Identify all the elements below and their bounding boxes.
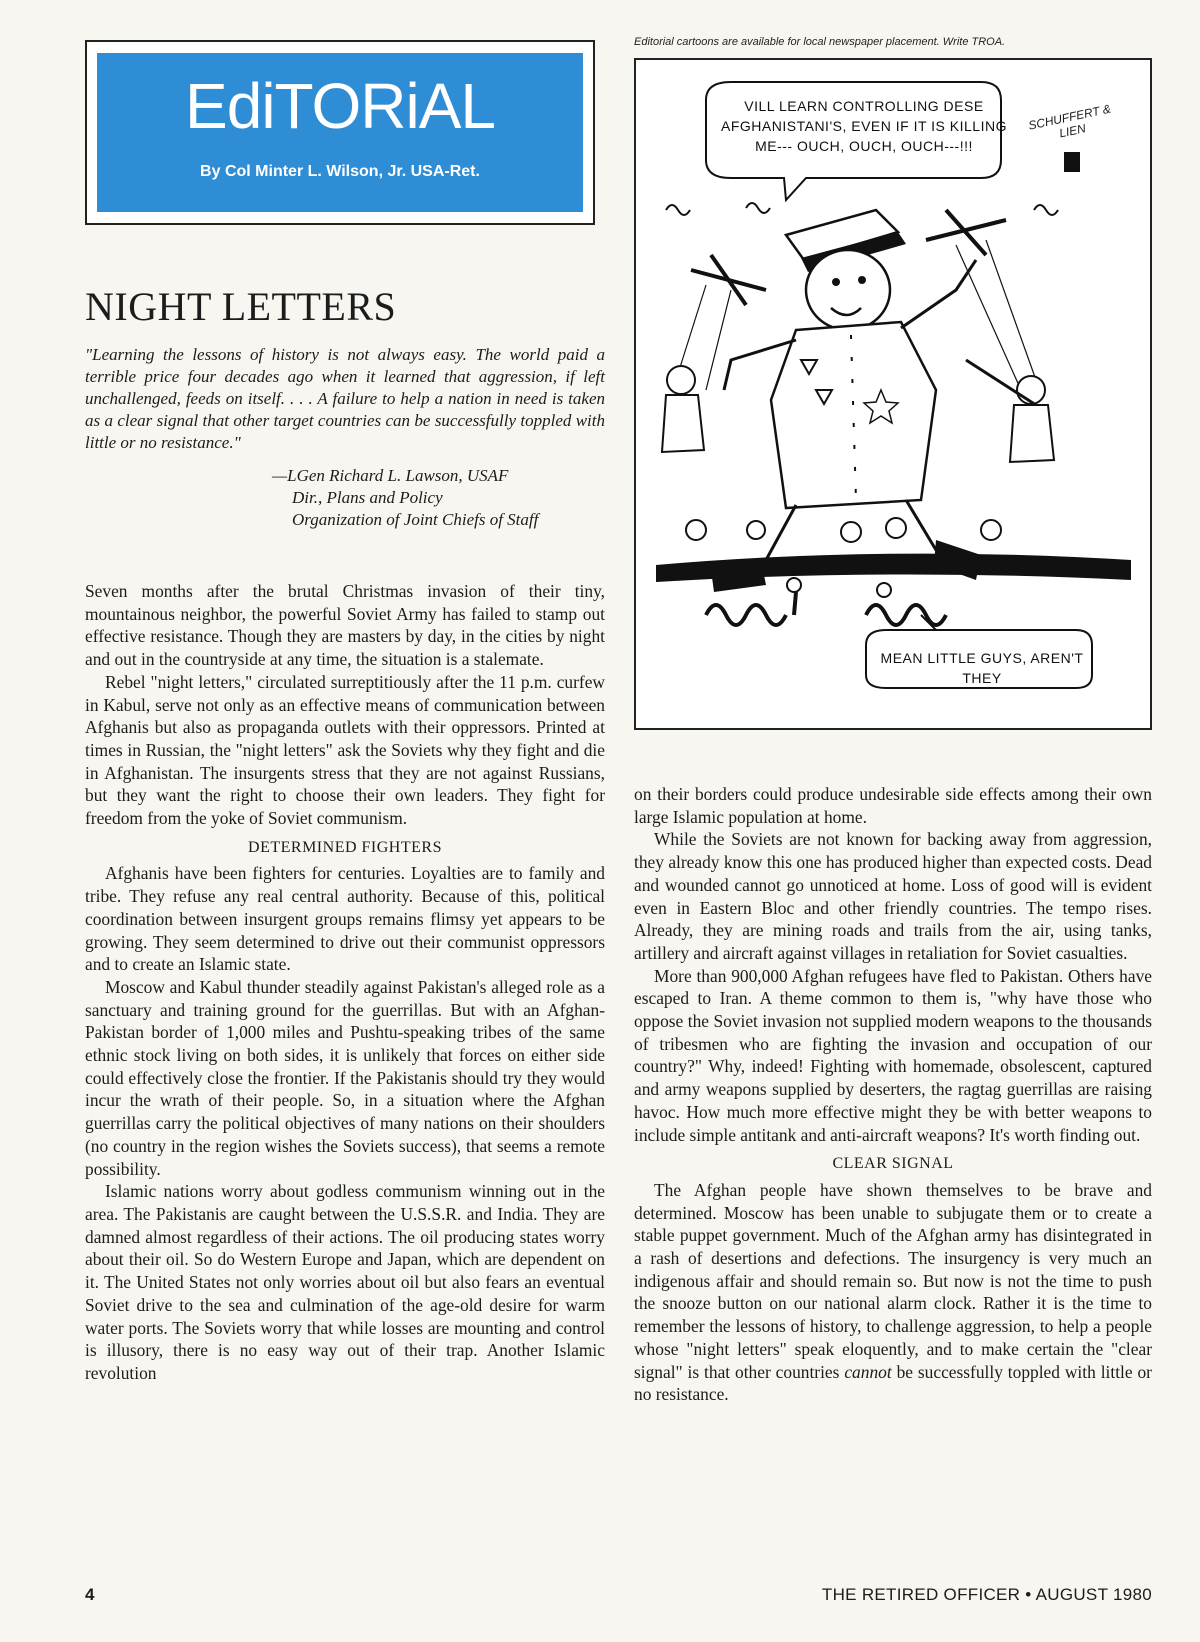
masthead-blue-panel (97, 53, 583, 212)
editorial-masthead (85, 40, 595, 225)
speech-bubble-small-text: MEAN LITTLE GUYS, AREN'T THEY (880, 650, 1084, 686)
ground (656, 554, 1131, 582)
cartoon-note: Editorial cartoons are available for local newspaper placement. Write TROA. (634, 36, 1006, 48)
dust-cloud (841, 522, 861, 542)
article-paragraph: Rebel "night letters," circulated surreptitiously after the 11 p.m. curfew in Kabul, serve not only as an effective means of communication between Afghanis but also as propaganda outlets with their oppressors. Printed at times in Russian, the "night letters" ask the Soviets why they fight and die in Afghanistan. The insurgents stress that they are not against Russians, but they want the right to choose their own leaders. They fight for freedom from the yoke of Soviet communism. (85, 671, 605, 829)
general-eye (858, 276, 866, 284)
article-paragraph: on their borders could produce undesirable side effects among their own large Islamic population at home. (634, 784, 1152, 827)
pain-mark (1034, 205, 1058, 215)
masthead-title: EdiTORiAL (185, 70, 495, 142)
dust-cloud (686, 520, 706, 540)
speech-bubble-main-text: VILL LEARN CONTROLLING DESE AFGHANISTANI'S, EVEN IF IT IS KILLING ME--- OUCH, OUCH, OUCH---!!! (721, 98, 1007, 154)
cartoonist-signature: SCHUFFERT & LIEN (1027, 101, 1112, 141)
puppet-guerrilla-head (667, 366, 695, 394)
article-paragraph: More than 900,000 Afghan refugees have fled to Pakistan. Others have escaped to Iran. A theme common to them is, "why have those who oppose the Soviet invasion not supplied modern weapons to the thousands of tribesmen who are fighting the invasion and occupation of our country?" Why, indeed! Fighting with homemade, obsolescent, captured and army weapons supplied by deserters, the ragtag guerrillas are raising havoc. How much more effective might they be with better weapons to include simple antitank and anti-aircraft weapons? It's worth finding out. (634, 965, 1152, 1145)
publication-footer: THE RETIRED OFFICER • AUGUST 1980 (821, 1585, 1152, 1604)
final-paragraph-end: be successfully toppled with little or no resistance. (634, 1361, 1152, 1405)
puppet-guerrilla-body (1010, 405, 1054, 462)
article-paragraph: Afghanis have been fighters for centuries. Loyalties are to family and tribe. They refuse any real central authority. Because of this, political coordination between insurgent groups remains flimsy yet appears to be growing. They seem determined to drive out their communist oppressors and to create an Islamic state. (85, 863, 605, 975)
general-head (806, 250, 890, 330)
attribution-org: Organization of Joint Chiefs of Staff (292, 510, 539, 529)
dust-cloud (981, 520, 1001, 540)
attribution-title: Dir., Plans and Policy (292, 488, 443, 507)
article-paragraph: Seven months after the brutal Christmas invasion of their tiny, mountainous neighbor, the powerful Soviet Army has failed to stamp out effective resistance. Though they are masters by day, in the cities by night and out in the countryside at any time, the situation is a stalemate. (85, 581, 605, 670)
general-eye (832, 278, 840, 286)
subhead-determined-fighters: DETERMINED FIGHTERS (248, 838, 442, 856)
snake (794, 592, 796, 615)
masthead-byline: By Col Minter L. Wilson, Jr. USA-Ret. (200, 163, 480, 180)
snake-head (877, 583, 891, 597)
snake-head (787, 578, 801, 592)
subhead-clear-signal: CLEAR SIGNAL (832, 1155, 954, 1173)
article-paragraph: Islamic nations worry about godless communism winning out in the area. The Pakistanis are caught between the U.S.S.R. and India. They are damned almost regardless of their actions. The oil producing states worry about their oil. So do Western Europe and Japan, which are dependent on it. The United States not only worries about oil but also fears an eventual Soviet drive to the sea and culmination of the age-old desire for warm water ports. The Soviets worry that while losses are mounting and control is illusory, there is no easy way out of their trap. Another Islamic revolution (85, 1181, 605, 1383)
article-paragraph: Moscow and Kabul thunder steadily against Pakistan's alleged role as a sanctuary and training ground for the guerrillas. But with an Afghan-Pakistan border of 1,000 miles and Pushtu-speaking tribes of the same ethnic stock living on both sides, it is unlikely that forces on either side could effectively close the frontier. If the Pakistanis should try they would incur the wrath of their people. So, in a situation where the Afghan guerrillas carry the political objectives of many nations on their shoulders (no country in the region wishes the Soviets success), that seems a remote possibility. (85, 976, 605, 1179)
article-epigraph: "Learning the lessons of history is not always easy. The world paid a terrible price four decades ago when it learned that aggression, if left unchallenged, feeds on itself. . . . A failure to help a nation in need is taken as a clear signal that other target countries can be successfully toppled with little or no resistance." (85, 345, 605, 452)
article-title: NIGHT LETTERS (85, 284, 397, 329)
article-column-right (634, 783, 1152, 1406)
general-arm-right (901, 260, 976, 328)
article-column-left (85, 580, 605, 1385)
cartoon-drawing (636, 60, 1150, 728)
puppet-control-bar (711, 255, 746, 305)
editorial-cartoon (634, 58, 1152, 730)
dust-cloud (886, 518, 906, 538)
emphasis-cannot: cannot (844, 1361, 892, 1382)
snake (866, 605, 946, 625)
puppet-guerrilla-body (662, 395, 704, 452)
attribution-name: —LGen Richard L. Lawson, USAF (272, 466, 509, 485)
final-paragraph-start: The Afghan people have shown themselves to be brave and determined. Moscow has been unable to subjugate them or to create a stable puppet government. Much of the Afghan army has disintegrated in a rash of desertions and defections. The insurgency is very much an indigenous affair and should remain so. But now is not the time to push the snooze button on our national alarm clock. Rather it is the time to remember the lessons of history, to challenge aggression, to help a people whose "night letters" speak eloquently, and to make certain the "clear signal" is that other countries (634, 1179, 1152, 1382)
general-uniform (771, 322, 936, 508)
page-number: 4 (85, 1585, 95, 1604)
puppet-guerrilla-head (1017, 376, 1045, 404)
dust-cloud (747, 521, 765, 539)
pain-mark (666, 205, 690, 215)
snake (706, 605, 786, 625)
cartoonist-logo (1064, 152, 1080, 172)
article-paragraph: While the Soviets are not known for backing away from aggression, they already know this one has produced higher than expected costs. Dead and wounded cannot go unnoticed at home. Loss of good will is evident even in Eastern Bloc and other friendly countries. The tempo rises. Already, they are mining roads and trails from the air, using tanks, artillery and aircraft against villages in retaliation for Soviet casualties. (634, 829, 1152, 963)
article-paragraph (634, 1179, 1152, 1406)
pain-mark (746, 203, 770, 213)
